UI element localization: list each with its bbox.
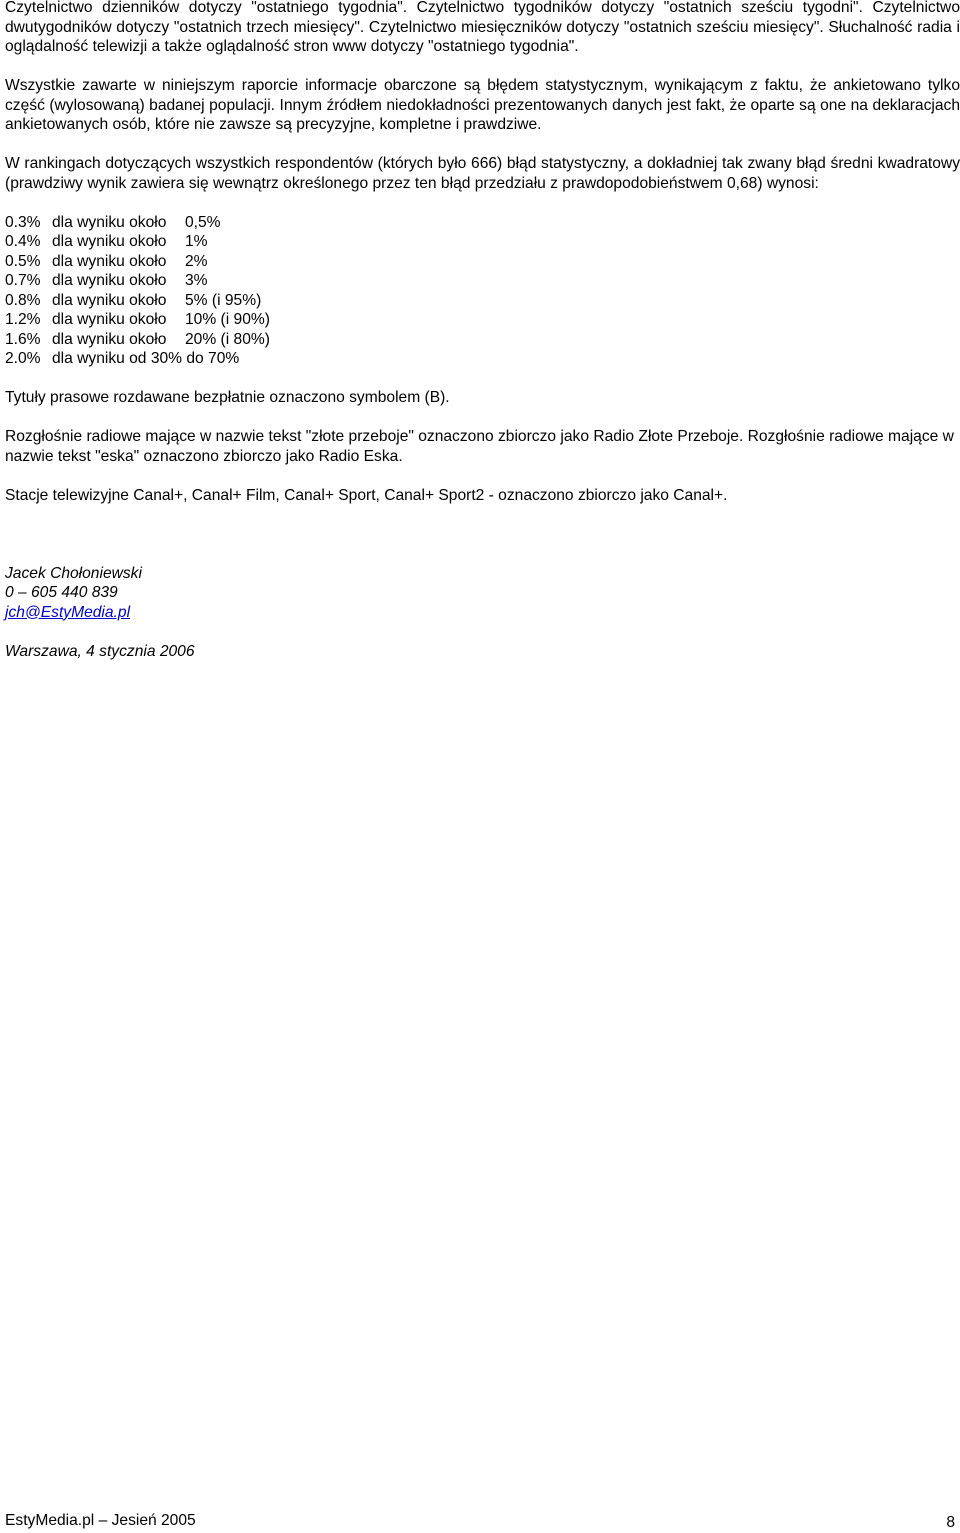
tv-paragraph: Stacje telewizyjne Canal+, Canal+ Film, Canal+ Sport, Canal+ Sport2 - oznaczono zbiorczo jako Canal+. [5, 486, 728, 504]
document-body [5, 0, 960, 661]
error-pct: 0.4% [5, 233, 41, 250]
error-pct: 0.7% [5, 272, 41, 289]
error-pct: 0.5% [5, 252, 41, 270]
error-value: 1% [185, 233, 208, 250]
ranking-error-paragraph: W rankingach dotyczących wszystkich respondentów (których było 666) błąd statystyczny, a dokładniej tak zwany błąd średni kwadratowy (prawdziwy wynik zawiera się wewnątrz określonego przez ten błąd przedziału z prawdopodobieństwem 0,68) wynosi: [5, 155, 960, 192]
place-date: Warszawa, 4 stycznia 2006 [5, 642, 195, 660]
error-label: dla wyniku od 30% do 70% [52, 350, 240, 367]
error-label: dla wyniku około [52, 252, 167, 270]
error-row [5, 349, 960, 369]
error-value: 2% [185, 252, 208, 270]
error-row [5, 310, 960, 330]
error-row [5, 213, 960, 233]
error-row [5, 252, 960, 272]
error-pct: 0.3% [5, 213, 41, 231]
error-row [5, 330, 960, 350]
error-value: 5% (i 95%) [185, 291, 262, 309]
error-pct: 1.6% [5, 330, 41, 348]
footer-publisher: EstyMedia.pl – Jesień 2005 [5, 1512, 196, 1529]
error-note-paragraph: Wszystkie zawarte w niniejszym raporcie informacje obarczone są błędem statystycznym, wynikającym z faktu, że ankietowano tylko część (wylosowaną) badanej populacji. Innym źródłem niedokładności prezentowanych danych jest fakt, że oparte są one na deklaracjach ankietowanych osób, które nie zawsze są precyzyjne, kompletne i prawdziwe. [5, 77, 960, 133]
free-titles-paragraph: Tytuły prasowe rozdawane bezpłatnie oznaczono symbolem (B). [5, 389, 450, 406]
error-label: dla wyniku około [52, 233, 167, 250]
signature-block [5, 564, 960, 662]
author-phone: 0 – 605 440 839 [5, 584, 118, 601]
error-value: 10% (i 90%) [185, 311, 270, 328]
page-number: 8 [946, 1514, 955, 1531]
error-pct: 2.0% [5, 350, 41, 367]
error-pct: 0.8% [5, 291, 41, 309]
author-name: Jacek Chołoniewski [5, 564, 142, 582]
error-label: dla wyniku około [52, 291, 167, 309]
error-value: 3% [185, 272, 208, 289]
error-label: dla wyniku około [52, 330, 167, 348]
error-label: dla wyniku około [52, 213, 167, 231]
error-table [5, 213, 960, 369]
error-label: dla wyniku około [52, 272, 167, 289]
error-row [5, 232, 960, 252]
error-pct: 1.2% [5, 311, 41, 328]
intro-paragraph: Czytelnictwo dzienników dotyczy "ostatniego tygodnia". Czytelnictwo tygodników dotyczy "ostatnich sześciu tygodni". Czytelnictwo dwutygodników dotyczy "ostatnich trzech miesięcy". Czytelnictwo miesięczników dotyczy "ostatnich sześciu miesięcy". Słuchalność radia i oglądalność telewizji a także oglądalność stron www dotyczy "ostatniego tygodnia". [5, 0, 960, 55]
error-row [5, 271, 960, 291]
author-email-link[interactable]: jch@EstyMedia.pl [5, 603, 131, 621]
radio-paragraph: Rozgłośnie radiowe mające w nazwie tekst "złote przeboje" oznaczono zbiorczo jako Radio Złote Przeboje. Rozgłośnie radiowe mające w nazwie tekst "eska" oznaczono zbiorczo jako Radio Eska. [5, 428, 954, 465]
error-value: 20% (i 80%) [185, 330, 270, 348]
error-label: dla wyniku około [52, 311, 167, 328]
error-row [5, 291, 960, 311]
error-value: 0,5% [185, 213, 221, 231]
